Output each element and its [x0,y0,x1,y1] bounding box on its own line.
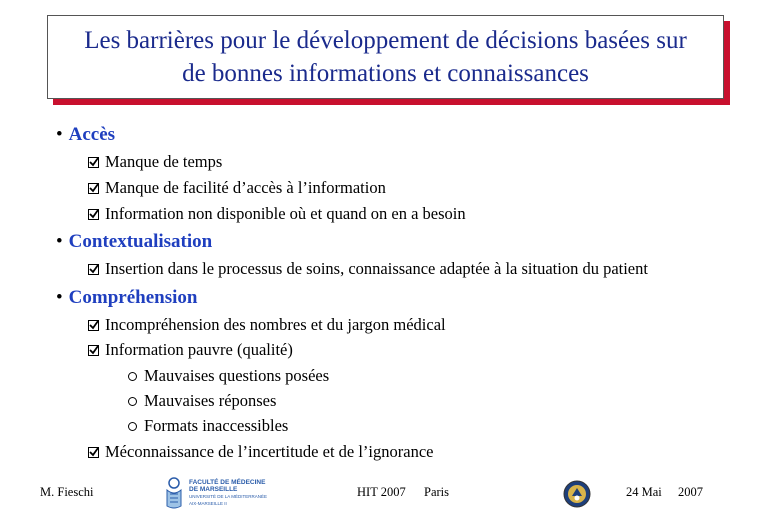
logo-line-2: DE MARSEILLE [189,486,238,493]
logo-line-4: AIX-MARSEILLE II [189,501,227,506]
checkbox-checked-icon [88,157,99,168]
footer-author: M. Fieschi [40,485,94,499]
section-heading-comprehension: • Compréhension [56,287,198,308]
checkbox-checked-icon [88,209,99,220]
footer-event: HIT 2007 [357,485,406,499]
title-line-1: Les barrières pour le développement de décisions basées sur [84,27,687,54]
footer-date: 24 Mai [626,485,662,499]
section-heading-acces: • Accès [56,124,116,145]
logo-line-3: UNIVERSITÉ DE LA MÉDITERRANÉE [189,494,268,499]
sub-list-item: Mauvaises réponses [128,391,276,411]
circle-bullet-icon [128,422,137,431]
slide-title [74,24,697,90]
list-item: Méconnaissance de l’incertitude et de l’ignorance [88,442,433,462]
list-item: Manque de temps [88,152,222,172]
footer-city: Paris [424,485,449,499]
faculty-logo-icon [163,476,185,510]
bullet-dot: • [56,124,63,145]
bullet-dot: • [56,287,63,308]
title-box [47,15,724,99]
circle-bullet-icon [128,372,137,381]
section-heading-contextualisation: • Contextualisation [56,231,213,252]
footer-year: 2007 [678,485,703,499]
circle-bullet-icon [128,397,137,406]
checkbox-checked-icon [88,320,99,331]
sub-list-item: Formats inaccessibles [128,416,288,436]
bullet-dot: • [56,231,63,252]
list-item: Insertion dans le processus de soins, connaissance adaptée à la situation du patient [88,259,648,279]
logo-line-1: FACULTÉ DE MÉDECINE [189,479,266,486]
title-line-2: de bonnes informations et connaissances [182,60,589,87]
list-item: Manque de facilité d’accès à l’information [88,178,386,198]
list-item: Information non disponible où et quand on en a besoin [88,204,466,224]
checkbox-checked-icon [88,183,99,194]
list-item: Information pauvre (qualité) [88,340,293,360]
checkbox-checked-icon [88,447,99,458]
seal-icon [563,480,591,508]
list-item: Incompréhension des nombres et du jargon médical [88,315,446,335]
faculty-logo [163,473,273,513]
checkbox-checked-icon [88,264,99,275]
sub-list-item: Mauvaises questions posées [128,366,329,386]
checkbox-checked-icon [88,345,99,356]
